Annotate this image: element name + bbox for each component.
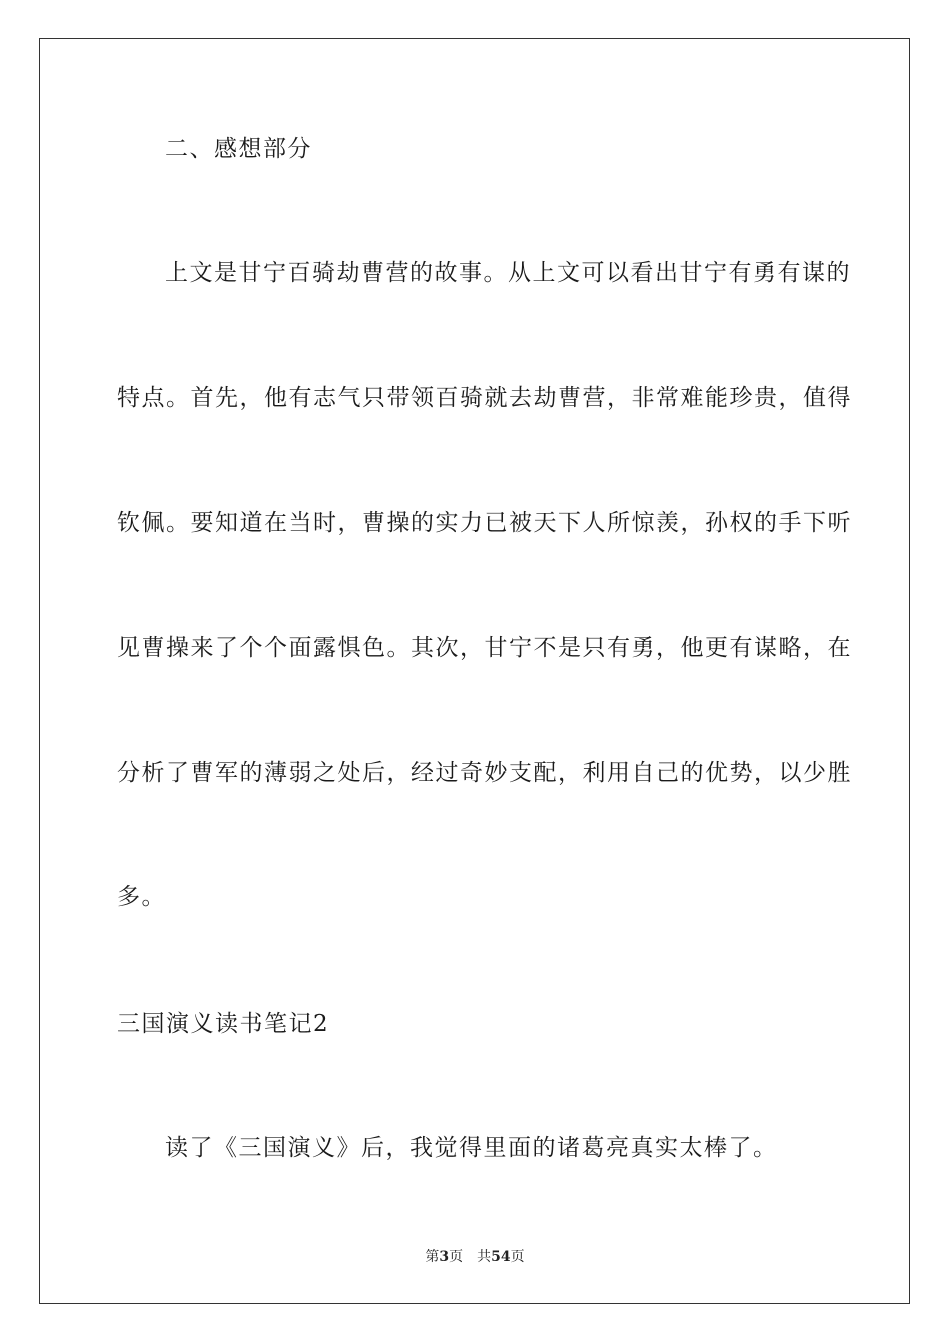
page-suffix: 页 [449, 1249, 464, 1265]
total-prefix: 共 [477, 1249, 492, 1265]
paragraph1-line-2: 特点。首先，他有志气只带领百骑就去劫曹营，非常难能珍贵，值得 [117, 385, 852, 411]
paragraph1-line-4: 见曹操来了个个面露惧色。其次，甘宁不是只有勇，他更有谋略，在 [117, 635, 852, 661]
paragraph1-line-5: 分析了曹军的薄弱之处后，经过奇妙支配，利用自己的优势，以少胜 [117, 760, 852, 786]
paragraph1-line-3: 钦佩。要知道在当时，曹操的实力已被天下人所惊羡，孙权的手下听 [117, 510, 852, 536]
section-title: 三国演义读书笔记2 [117, 1011, 330, 1037]
total-suffix: 页 [510, 1249, 525, 1265]
page-border [39, 38, 910, 1304]
paragraph1-line-6: 多。 [117, 884, 166, 910]
page-prefix: 第 [425, 1249, 440, 1265]
page-number: 3 [439, 1249, 450, 1265]
paragraph2-line-1: 读了《三国演义》后，我觉得里面的诸葛亮真实太棒了。 [165, 1135, 778, 1161]
paragraph1-line-1: 上文是甘宁百骑劫曹营的故事。从上文可以看出甘宁有勇有谋的 [165, 260, 851, 286]
total-pages: 54 [491, 1249, 511, 1265]
section-heading: 二、感想部分 [165, 136, 312, 162]
page-footer [0, 1247, 950, 1267]
